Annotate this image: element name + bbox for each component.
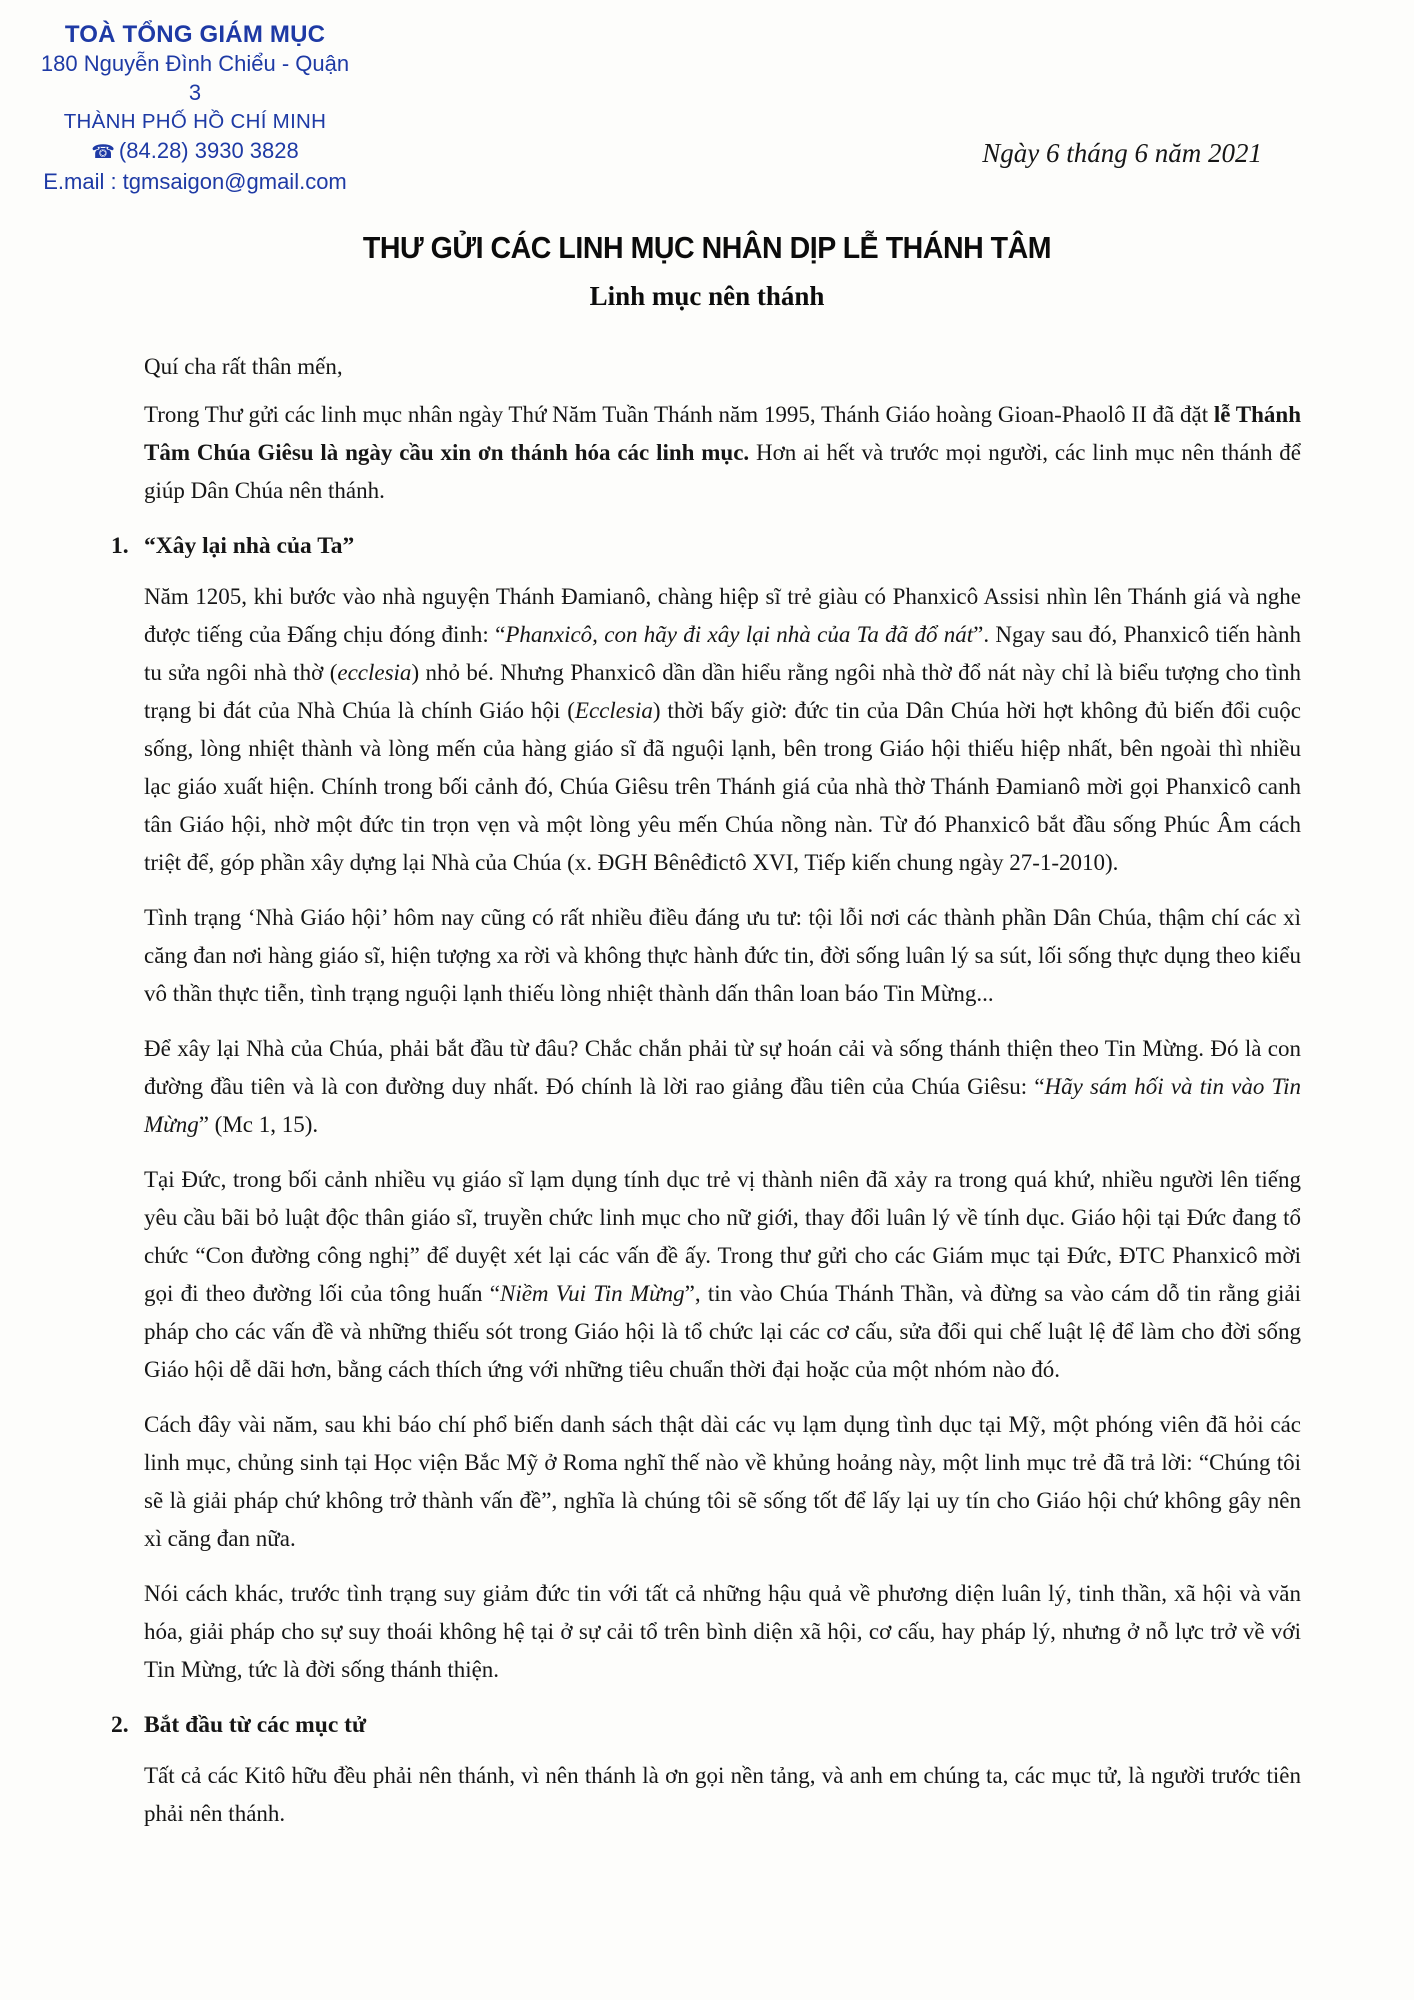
date-line: Ngày 6 tháng 6 năm 2021: [982, 138, 1262, 168]
paragraph: Để xây lại Nhà của Chúa, phải bắt đầu từ đâu? Chắc chắn phải từ sự hoán cải và sống thánh thiện theo Tin Mừng. Đó là con đường đầu tiên và là con đường duy nhất. Đó chính là lời rao giảng đầu tiên của Chúa Giêsu: “Hãy sám hối và tin vào Tin Mừng” (Mc 1, 15).: [144, 1036, 1301, 1137]
section-heading: [111, 527, 1301, 565]
letter-title: THƯ GỬI CÁC LINH MỤC NHÂN DỊP LỄ THÁNH TÂM: [362, 230, 1052, 265]
paragraph: Tình trạng ‘Nhà Giáo hội’ hôm nay cũng có rất nhiều điều đáng ưu tư: tội lỗi nơi các thành phần Dân Chúa, thậm chí các xì căng đan nơi hàng giáo sĩ, hiện tượng xa rời và không thực hành đức tin, đời sống luân lý sa sút, lối sống thực dụng theo kiểu vô thần thực tiễn, tình trạng nguội lạnh thiếu lòng nhiệt thành dấn thân loan báo Tin Mừng...: [144, 905, 1301, 1006]
letter-subtitle: Linh mục nên thánh: [589, 281, 825, 311]
org-name: TOÀ TỔNG GIÁM MỤC: [64, 21, 326, 48]
greeting: Quí cha rất thân mến,: [144, 354, 343, 379]
org-email: E.mail : tgmsaigon@gmail.com: [43, 169, 347, 194]
paragraph: Cách đây vài năm, sau khi báo chí phổ biến danh sách thật dài các vụ lạm dụng tình dục tại Mỹ, một phóng viên đã hỏi các linh mục, chủng sinh tại Học viện Bắc Mỹ ở Roma nghĩ thế nào về khủng hoảng này, một linh mục trẻ đã trả lời: “Chúng tôi sẽ là giải pháp chứ không trở thành vấn đề”, nghĩa là chúng tôi sẽ sống tốt để lấy lại uy tín cho Giáo hội chứ không gây nên xì căng đan nữa.: [144, 1412, 1301, 1551]
org-phone-line: [40, 136, 350, 167]
paragraph: Năm 1205, khi bước vào nhà nguyện Thánh Đamianô, chàng hiệp sĩ trẻ giàu có Phanxicô Assisi nhìn lên Thánh giá và nghe được tiếng của Đấng chịu đóng đinh: “Phanxicô, con hãy đi xây lại nhà của Ta đã đổ nát”. Ngay sau đó, Phanxicô tiến hành tu sửa ngôi nhà thờ (ecclesia) nhỏ bé. Nhưng Phanxicô dần dần hiểu rằng ngôi nhà thờ đổ nát này chỉ là biểu tượng cho tình trạng bi đát của Nhà Chúa là chính Giáo hội (Ecclesia) thời bấy giờ: đức tin của Dân Chúa hời hợt không đủ biến đổi cuộc sống, lòng nhiệt thành và lòng mến của hàng giáo sĩ đã nguội lạnh, bên trong Giáo hội thiếu hiệp nhất, bên ngoài thì nhiều lạc giáo xuất hiện. Chính trong bối cảnh đó, Chúa Giêsu trên Thánh giá của nhà thờ Thánh Đamianô mời gọi Phanxicô canh tân Giáo hội, nhờ một đức tin trọn vẹn và một lòng yêu mến Chúa nồng nàn. Từ đó Phanxicô bắt đầu sống Phúc Âm cách triệt để, góp phần xây dựng lại Nhà của Chúa (x. ĐGH Bênêđictô XVI, Tiếp kiến chung ngày 27-1-2010).: [144, 584, 1302, 875]
letter-content: [111, 348, 1302, 1833]
section-number: 1.: [111, 533, 129, 559]
paragraph: Tại Đức, trong bối cảnh nhiều vụ giáo sĩ lạm dụng tính dục trẻ vị thành niên đã xảy ra trong quá khứ, nhiều người lên tiếng yêu cầu bãi bỏ luật độc thân giáo sĩ, truyền chức linh mục cho nữ giới, thay đổi luân lý về tính dục. Giáo hội tại Đức đang tổ chức “Con đường công nghị” để duyệt xét lại các vấn đề ấy. Trong thư gửi cho các Giám mục tại Đức, ĐTC Phanxicô mời gọi đi theo đường lối của tông huấn “Niềm Vui Tin Mừng”, tin vào Chúa Thánh Thần, và đừng sa vào cám dỗ tin rằng giải pháp cho các vấn đề và những thiếu sót trong Giáo hội là tổ chức lại các cơ cấu, sửa đổi qui chế luật lệ để làm cho đời sống Giáo hội dễ dãi hơn, bằng cách thích ứng với những tiêu chuẩn thời đại hoặc của một nhóm nào đó.: [144, 1167, 1301, 1382]
section-title: “Xây lại nhà của Ta”: [144, 533, 355, 559]
phone-number: (84.28) 3930 3828: [118, 138, 299, 163]
org-city: THÀNH PHỐ HỒ CHÍ MINH: [63, 110, 327, 133]
intro-paragraph: Trong Thư gửi các linh mục nhân ngày Thứ Năm Tuần Thánh năm 1995, Thánh Giáo hoàng Gioan-Phaolô II đã đặt lễ Thánh Tâm Chúa Giêsu là ngày cầu xin ơn thánh hóa các linh mục. Hơn ai hết và trước mọi người, các linh mục nên thánh để giúp Dân Chúa nên thánh.: [144, 402, 1301, 503]
paragraph: Tất cả các Kitô hữu đều phải nên thánh, vì nên thánh là ơn gọi nền tảng, và anh em chúng ta, các mục tử, là người trước tiên phải nên thánh.: [144, 1763, 1301, 1826]
paragraph: Nói cách khác, trước tình trạng suy giảm đức tin với tất cả những hậu quả về phương diện luân lý, tinh thần, xã hội và văn hóa, giải pháp cho sự suy thoái không hệ tại ở sự cải tổ trên bình diện xã hội, cơ cấu, hay pháp lý, nhưng ở nỗ lực trở về với Tin Mừng, tức là đời sống thánh thiện.: [144, 1581, 1301, 1682]
letter-body: [0, 230, 1414, 1850]
section-heading: [111, 1706, 1301, 1744]
sections-container: [111, 527, 1302, 1833]
org-address: 180 Nguyễn Đình Chiểu - Quận 3: [40, 51, 350, 105]
section-number: 2.: [111, 1712, 129, 1738]
section-title: Bắt đầu từ các mục tử: [144, 1712, 367, 1738]
phone-icon: ☎: [91, 142, 115, 163]
letterhead: [40, 20, 350, 196]
